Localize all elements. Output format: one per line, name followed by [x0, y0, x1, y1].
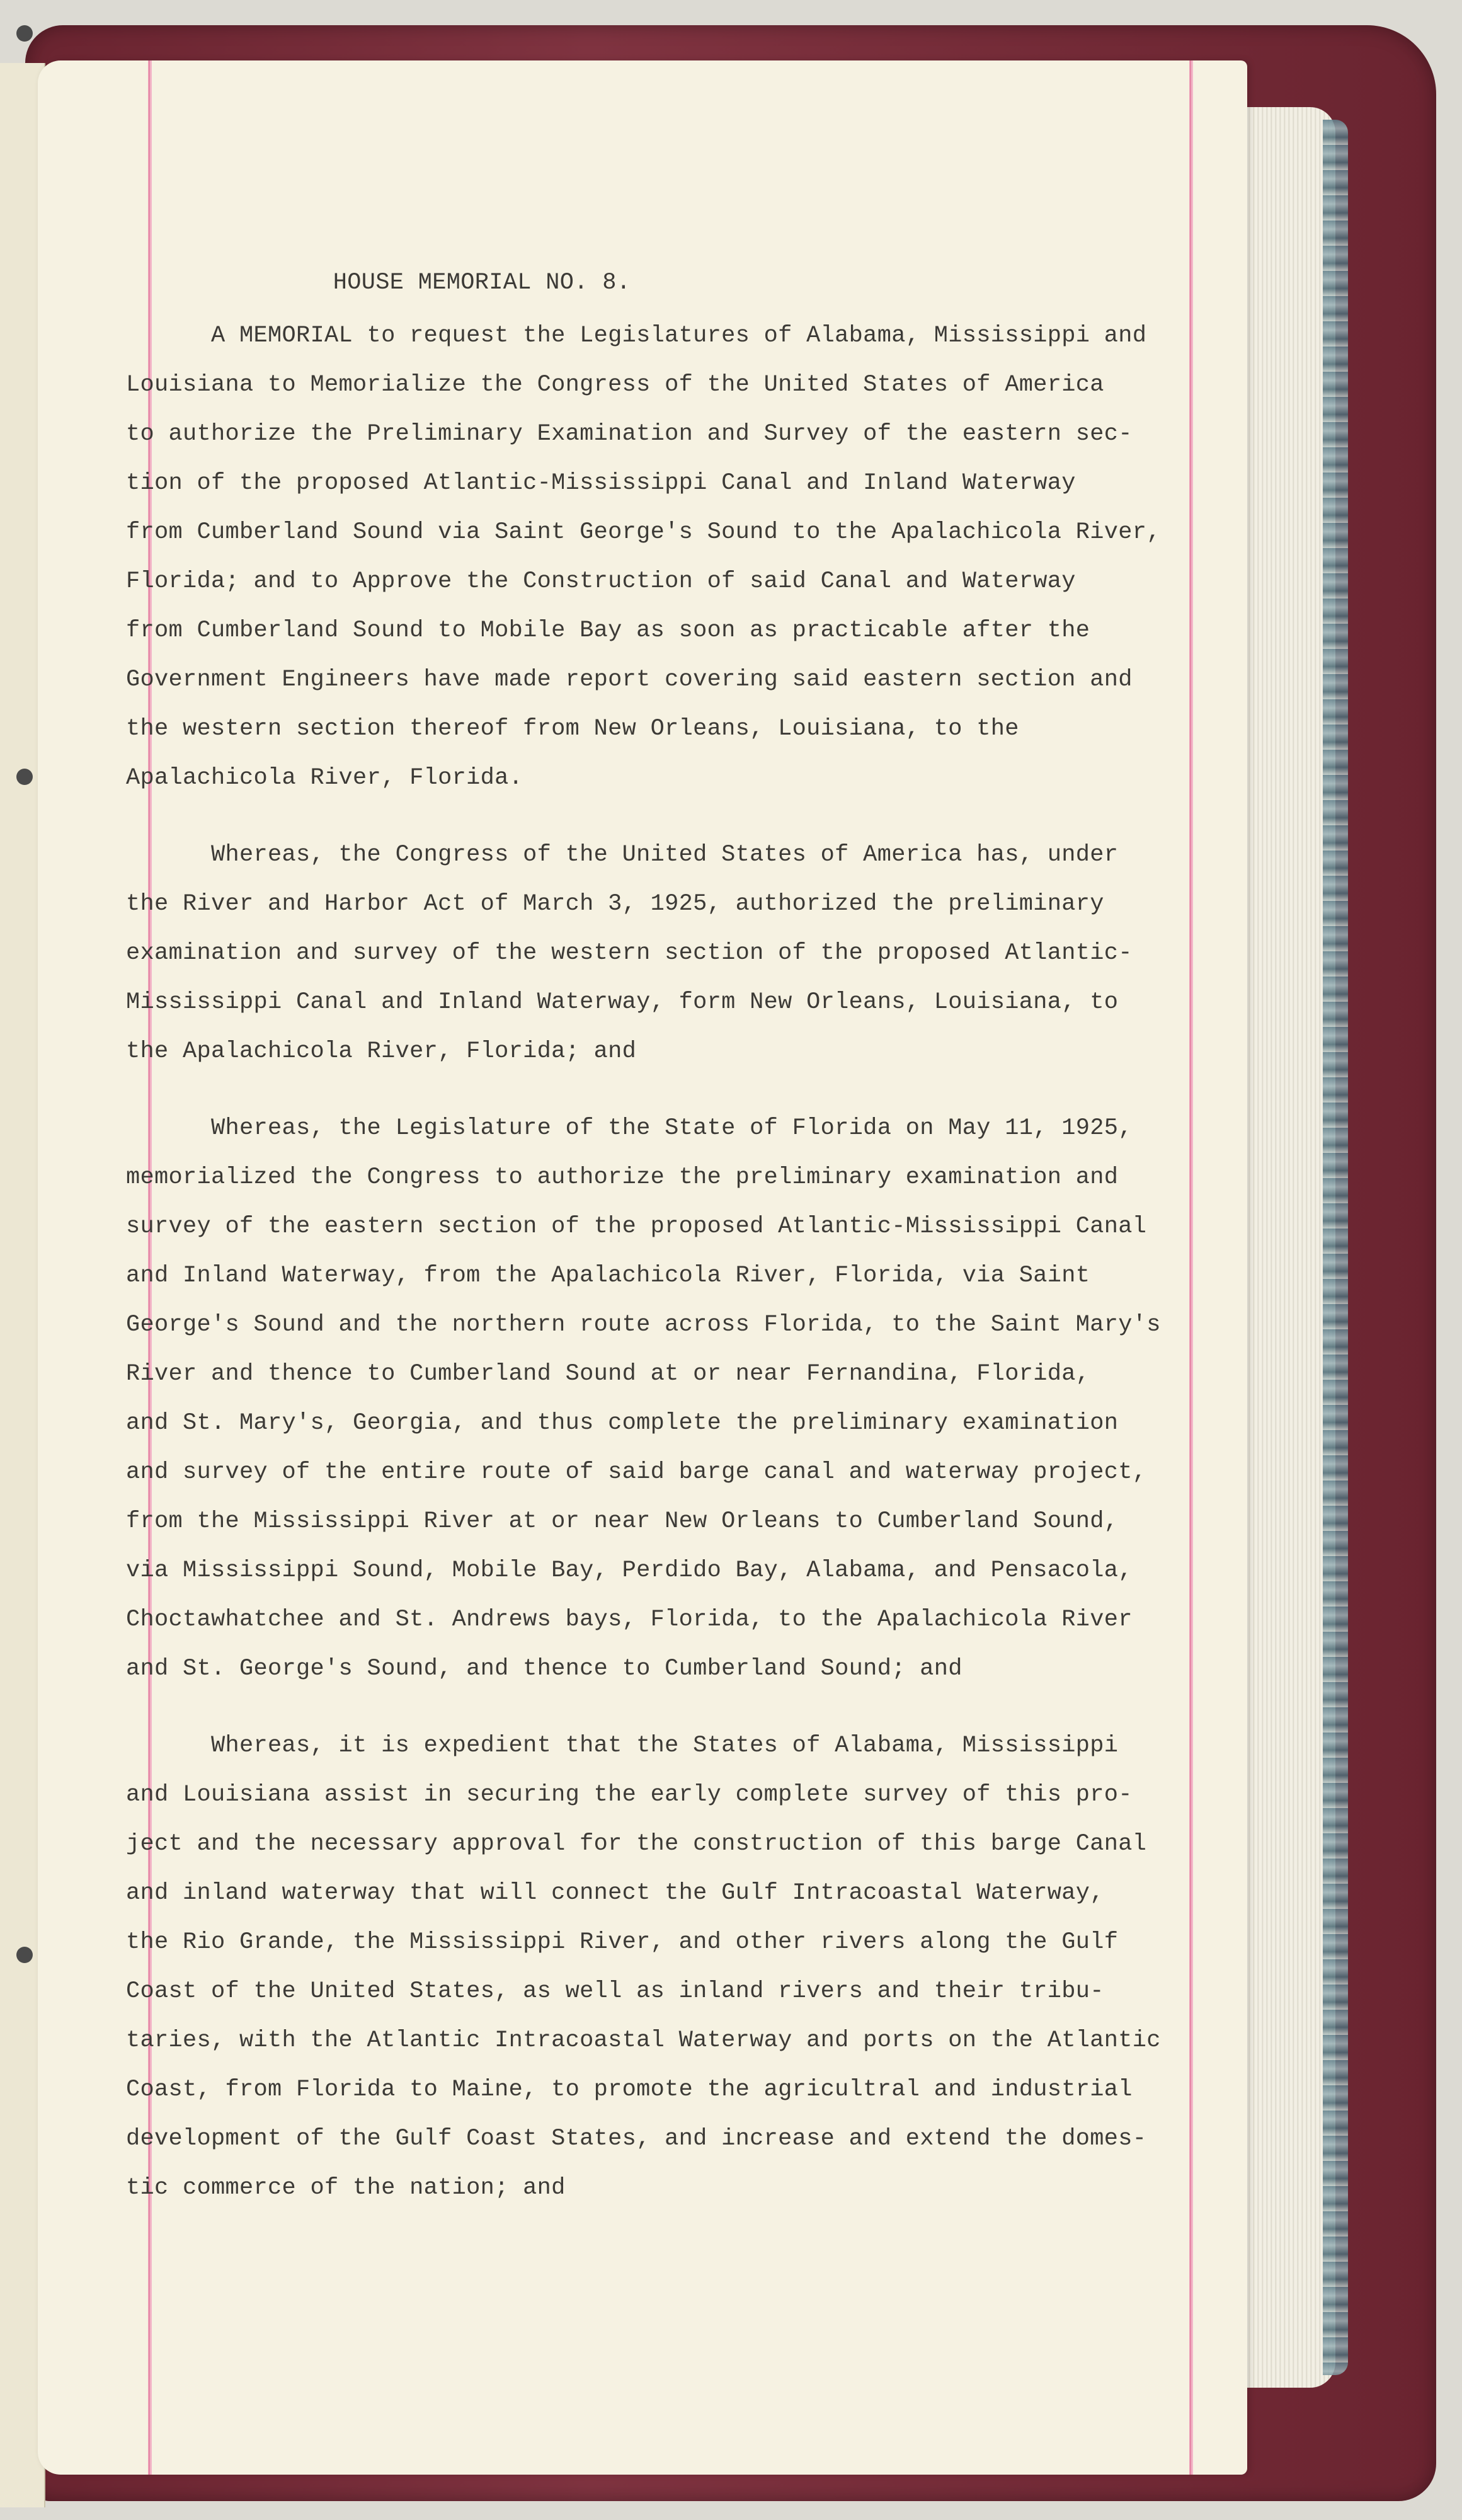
text-line: ject and the necessary approval for the construction of this barge Canal — [126, 1831, 1147, 1857]
text-line: Coast of the United States, as well as inland rivers and their tribu- — [126, 1978, 1104, 2005]
text-line: tic commerce of the nation; and — [126, 2175, 566, 2201]
text-line: George's Sound and the northern route across Florida, to the Saint Mary's — [126, 1312, 1161, 1338]
paragraph-3 — [126, 1104, 1197, 1693]
text-line: the River and Harbor Act of March 3, 1925, authorized the preliminary — [126, 891, 1104, 917]
text-line: the Apalachicola River, Florida; and — [126, 1038, 637, 1065]
text-line: Apalachicola River, Florida. — [126, 765, 523, 791]
binder-ring-icon — [16, 25, 33, 42]
text-line: Choctawhatchee and St. Andrews bays, Florida, to the Apalachicola River — [126, 1606, 1133, 1633]
memorial-text — [126, 258, 1197, 2213]
text-line: and Louisiana assist in securing the early complete survey of this pro- — [126, 1782, 1133, 1808]
marbled-edge — [1323, 120, 1348, 2375]
text-line: tion of the proposed Atlantic-Mississippi Canal and Inland Waterway — [126, 470, 1076, 496]
text-line: Government Engineers have made report covering said eastern section and — [126, 667, 1133, 693]
text-line: River and thence to Cumberland Sound at or near Fernandina, Florida, — [126, 1361, 1090, 1387]
text-line: Louisiana to Memorialize the Congress of the United States of America — [126, 372, 1104, 398]
binder-ring-icon — [16, 769, 33, 785]
text-line: Coast, from Florida to Maine, to promote the agricultral and industrial — [126, 2076, 1133, 2103]
text-line: examination and survey of the western section of the proposed Atlantic- — [126, 940, 1133, 966]
text-line: development of the Gulf Coast States, and increase and extend the domes- — [126, 2126, 1147, 2152]
text-line: the Rio Grande, the Mississippi River, and other rivers along the Gulf — [126, 1929, 1119, 1956]
text-line: memorialized the Congress to authorize the preliminary examination and — [126, 1164, 1119, 1191]
paragraph-4 — [126, 1721, 1197, 2213]
text-line: from Cumberland Sound via Saint George's Sound to the Apalachicola River, — [126, 519, 1161, 546]
text-line: from Cumberland Sound to Mobile Bay as soon as practicable after the — [126, 617, 1090, 644]
text-line: from the Mississippi River at or near New Orleans to Cumberland Sound, — [126, 1508, 1119, 1535]
text-line: taries, with the Atlantic Intracoastal Waterway and ports on the Atlantic — [126, 2027, 1161, 2054]
text-line: Whereas, the Legislature of the State of Florida on May 11, 1925, — [126, 1115, 1133, 1142]
text-line: and St. Mary's, Georgia, and thus complete the preliminary examination — [126, 1410, 1119, 1436]
text-line: to authorize the Preliminary Examination and Survey of the eastern sec- — [126, 421, 1133, 447]
text-line: Whereas, the Congress of the United States of America has, under — [126, 842, 1119, 868]
text-line: Whereas, it is expedient that the States of Alabama, Mississippi — [126, 1732, 1119, 1759]
text-line: and inland waterway that will connect the Gulf Intracoastal Waterway, — [126, 1880, 1104, 1906]
paragraph-1 — [126, 311, 1197, 803]
paragraph-2 — [126, 830, 1197, 1076]
text-line: and survey of the entire route of said barge canal and waterway project, — [126, 1459, 1147, 1486]
text-line: via Mississippi Sound, Mobile Bay, Perdido Bay, Alabama, and Pensacola, — [126, 1557, 1133, 1584]
document-title: HOUSE MEMORIAL NO. 8. — [333, 270, 631, 296]
text-line: and St. George's Sound, and thence to Cumberland Sound; and — [126, 1656, 962, 1682]
text-line: Florida; and to Approve the Construction of said Canal and Waterway — [126, 568, 1076, 595]
text-line: Mississippi Canal and Inland Waterway, form New Orleans, Louisiana, to — [126, 989, 1119, 1016]
text-line: the western section thereof from New Orleans, Louisiana, to the — [126, 716, 1019, 742]
binder-ring-icon — [16, 1947, 33, 1963]
text-line: and Inland Waterway, from the Apalachicola River, Florida, via Saint — [126, 1263, 1090, 1289]
text-line: A MEMORIAL to request the Legislatures of Alabama, Mississippi and — [126, 323, 1147, 349]
text-line: survey of the eastern section of the proposed Atlantic-Mississippi Canal — [126, 1213, 1147, 1240]
